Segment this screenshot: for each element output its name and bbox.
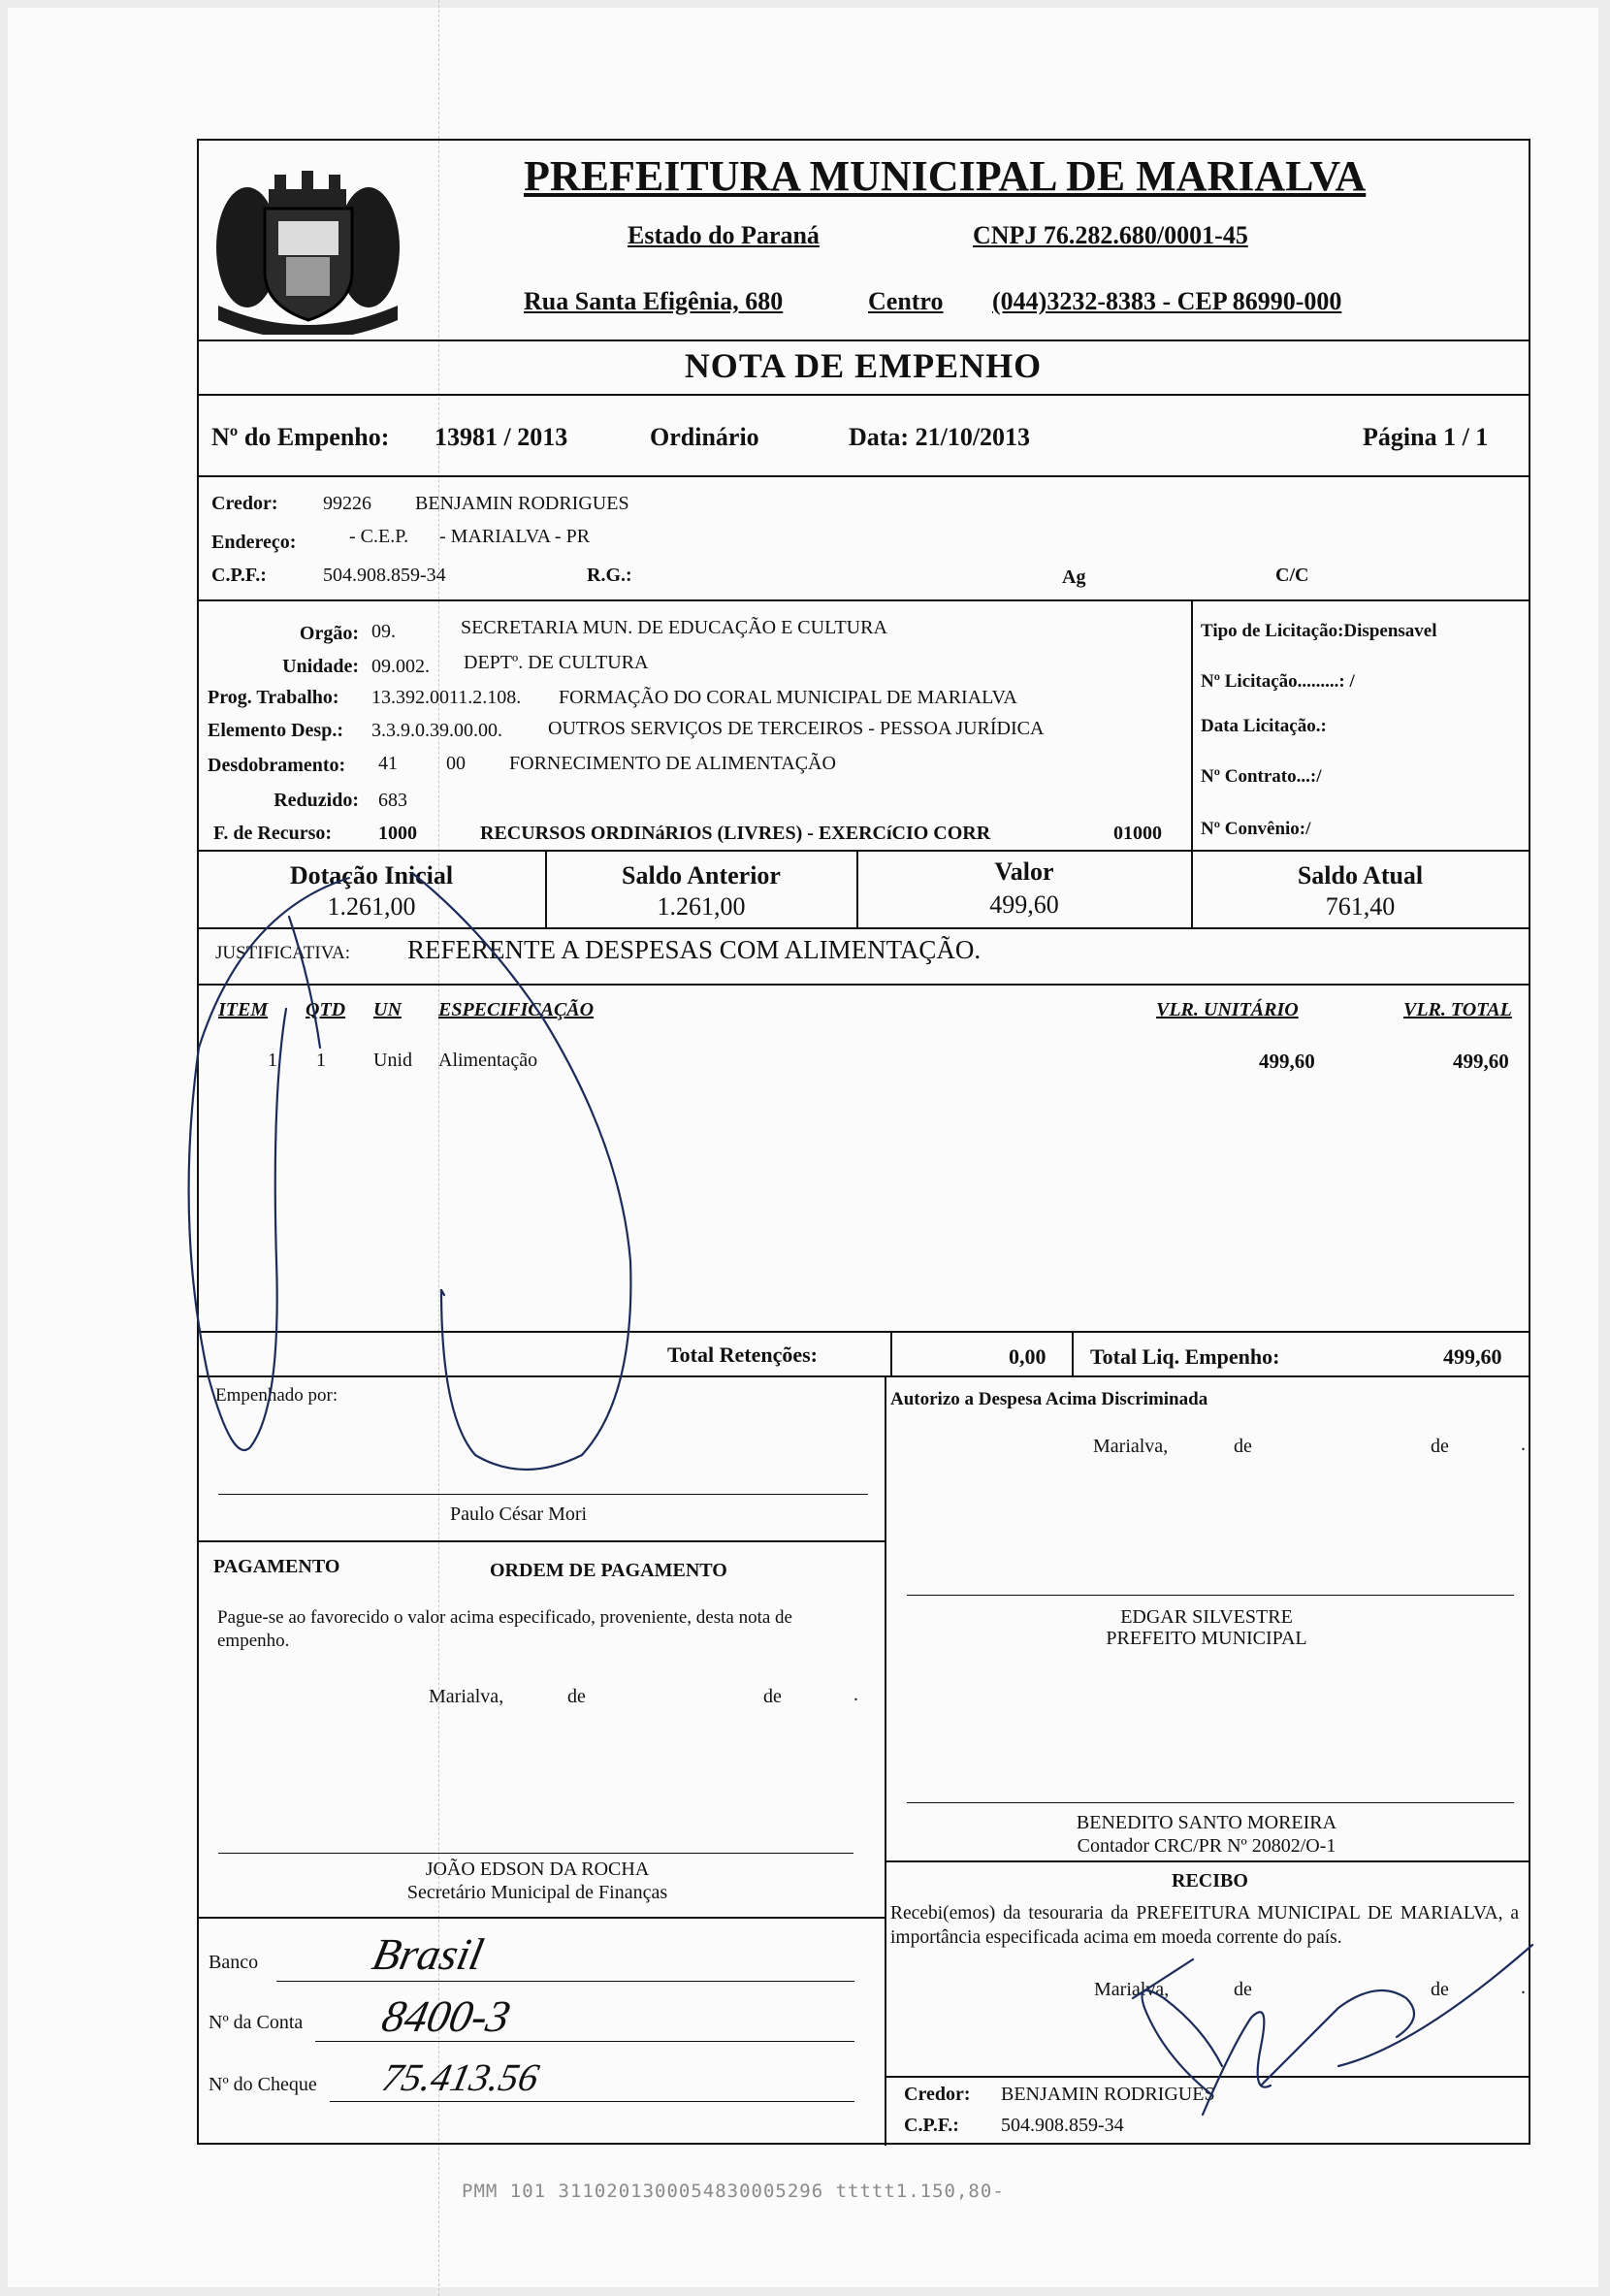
page-number: Página 1 / 1: [1363, 423, 1489, 451]
pagamento-de2: de: [763, 1686, 782, 1707]
signature-line: [218, 1494, 868, 1495]
empenho-type: Ordinário: [650, 423, 759, 451]
autorizo-de2: de: [1431, 1436, 1449, 1457]
divider: [198, 850, 1529, 852]
elemento-label: Elemento Desp.:: [208, 720, 343, 741]
endereco-label: Endereço:: [211, 532, 297, 553]
divider: [198, 340, 1529, 341]
banco-line: [276, 1981, 854, 1982]
divider: [198, 599, 1529, 601]
recibo-cpf-value: 504.908.859-34: [1001, 2115, 1124, 2136]
doc-title: NOTA DE EMPENHO: [684, 346, 1043, 385]
orgao-label: Orgão:: [299, 623, 359, 644]
justificativa-text: REFERENTE A DESPESAS COM ALIMENTAÇÃO.: [407, 935, 982, 964]
dotacao-value: 1.261,00: [327, 892, 416, 921]
desdobramento-label: Desdobramento:: [208, 755, 346, 776]
divider: [198, 1917, 885, 1919]
saldo-atual-value: 761,40: [1325, 892, 1396, 921]
divider: [1191, 599, 1193, 850]
divider: [198, 927, 1529, 929]
prog-name: FORMAÇÃO DO CORAL MUNICIPAL DE MARIALVA: [559, 687, 1017, 708]
contrato-numero: Nº Contrato...:/: [1201, 766, 1322, 787]
licitacao-tipo: Tipo de Licitação:Dispensavel: [1201, 621, 1437, 641]
bank-stamp: PMM 101 3110201300054830005296 ttttt1.150,80-: [462, 2181, 1005, 2202]
liquido-value: 499,60: [1443, 1344, 1502, 1369]
pagamento-city: Marialva,: [429, 1686, 504, 1707]
state-label: Estado do Paraná: [628, 221, 820, 249]
recibo-credor-name: BENJAMIN RODRIGUES: [1001, 2084, 1215, 2105]
recibo-de2: de: [1431, 1979, 1449, 2000]
valor-value: 499,60: [989, 890, 1059, 919]
col-item: ITEM: [218, 999, 269, 1020]
row-valor-total: 499,60: [1453, 1050, 1509, 1073]
justificativa-label: JUSTIFICATIVA:: [215, 943, 351, 963]
district-label: Centro: [868, 287, 944, 315]
orgao-name: SECRETARIA MUN. DE EDUCAÇÃO E CULTURA: [461, 617, 887, 638]
elemento-code: 3.3.9.0.39.00.00.: [371, 720, 502, 741]
autorizo-title: Autorizo a Despesa Acima Discriminada: [890, 1389, 1208, 1409]
cc-label: C/C: [1275, 565, 1309, 586]
prog-code: 13.392.0011.2.108.: [371, 687, 522, 708]
signature-line: [907, 1595, 1514, 1596]
recurso-number: 01000: [1113, 823, 1162, 844]
elemento-name: OUTROS SERVIÇOS DE TERCEIROS - PESSOA JURÍDICA: [548, 718, 1045, 739]
recibo-city: Marialva,: [1094, 1979, 1170, 2000]
signature-line: [907, 1802, 1514, 1803]
empenhado-label: Empenhado por:: [215, 1385, 338, 1406]
divider: [885, 1375, 886, 2146]
pagamento-dot: .: [853, 1684, 858, 1705]
cheque-line: [330, 2101, 854, 2102]
row-qtd: 1: [316, 1050, 326, 1071]
phone-cep-label: (044)3232-8383 - CEP 86990-000: [992, 287, 1342, 315]
recurso-name: RECURSOS ORDINáRIOS (LIVRES) - EXERCíCIO CORR: [480, 823, 991, 844]
reduzido-label: Reduzido:: [274, 790, 359, 811]
recibo-text: Recebi(emos) da tesouraria da PREFEITURA MUNICIPAL DE MARIALVA, a importância especificada acima em moeda corrente do país.: [890, 1903, 1519, 1948]
contador-title: Contador CRC/PR Nº 20802/O-1: [1077, 1835, 1336, 1857]
col-un: UN: [373, 999, 402, 1020]
empenho-date: Data: 21/10/2013: [849, 423, 1031, 451]
street-label: Rua Santa Efigênia, 680: [524, 287, 784, 315]
banco-handwritten: Brasil: [368, 1929, 488, 1979]
conta-label: Nº da Conta: [209, 2012, 304, 2033]
signature-line: [218, 1853, 853, 1854]
ordem-pagamento-title: ORDEM DE PAGAMENTO: [490, 1560, 727, 1581]
municipality-title: PREFEITURA MUNICIPAL DE MARIALVA: [524, 152, 1367, 200]
recibo-credor-label: Credor:: [904, 2084, 971, 2105]
licitacao-numero: Nº Licitação.........: /: [1201, 671, 1355, 692]
desdobramento-code: 41: [378, 753, 398, 774]
credor-code: 99226: [323, 493, 371, 514]
divider: [198, 1375, 1529, 1377]
prefeito-name: EDGAR SILVESTRE: [1120, 1606, 1293, 1628]
dotacao-label: Dotação Inicial: [289, 861, 454, 889]
pagamento-title: PAGAMENTO: [213, 1556, 340, 1577]
autorizo-dot: .: [1521, 1434, 1526, 1455]
credor-name: BENJAMIN RODRIGUES: [415, 493, 629, 514]
licitacao-data: Data Licitação.:: [1201, 716, 1327, 736]
col-valor-unitario: VLR. UNITÁRIO: [1156, 999, 1299, 1020]
credor-label: Credor:: [211, 493, 278, 514]
cheque-handwritten: 75.413.56: [378, 2055, 543, 2099]
recibo-de1: de: [1234, 1979, 1252, 2000]
col-valor-total: VLR. TOTAL: [1403, 999, 1512, 1020]
cpf-value: 504.908.859-34: [323, 565, 446, 586]
desdobramento-sub: 00: [446, 753, 466, 774]
cnpj-label: CNPJ 76.282.680/0001-45: [973, 221, 1248, 249]
divider: [1072, 1331, 1074, 1375]
row-un: Unid: [373, 1050, 412, 1071]
rg-label: R.G.:: [587, 565, 632, 586]
convenio-numero: Nº Convênio:/: [1201, 819, 1311, 839]
secretario-name: JOÃO EDSON DA ROCHA: [425, 1859, 650, 1880]
divider: [885, 1860, 1529, 1862]
empenhado-name: Paulo César Mori: [450, 1504, 588, 1525]
orgao-code: 09.: [371, 621, 396, 642]
contador-name: BENEDITO SANTO MOREIRA: [1076, 1812, 1337, 1833]
col-qtd: QTD: [306, 999, 346, 1020]
row-item: 1: [268, 1050, 277, 1071]
divider: [198, 984, 1529, 986]
divider: [890, 1331, 892, 1375]
divider: [198, 1331, 1529, 1333]
recibo-cpf-label: C.P.F.:: [904, 2115, 959, 2136]
cep-value: - C.E.P.: [349, 526, 409, 547]
recurso-label: F. de Recurso:: [213, 823, 333, 844]
desdobramento-name: FORNECIMENTO DE ALIMENTAÇÃO: [509, 753, 836, 774]
municipal-crest-logo: [209, 165, 407, 335]
col-especificacao: ESPECIFICAÇÃO: [438, 999, 595, 1020]
banco-label: Banco: [209, 1952, 259, 1973]
saldo-anterior-label: Saldo Anterior: [622, 861, 781, 889]
row-especificacao: Alimentação: [438, 1050, 538, 1071]
autorizo-de1: de: [1234, 1436, 1252, 1457]
recibo-title: RECIBO: [1172, 1870, 1248, 1892]
unidade-label: Unidade:: [282, 656, 359, 677]
recibo-dot: .: [1521, 1977, 1526, 1998]
saldo-atual-label: Saldo Atual: [1297, 861, 1424, 889]
unidade-name: DEPTº. DE CULTURA: [464, 652, 649, 673]
empenho-number-label: Nº do Empenho:: [211, 423, 390, 451]
recurso-code: 1000: [378, 823, 417, 844]
prog-label: Prog. Trabalho:: [208, 687, 339, 708]
row-valor-unitario: 499,60: [1259, 1050, 1315, 1073]
ag-label: Ag: [1062, 566, 1086, 588]
cheque-label: Nº do Cheque: [209, 2074, 317, 2095]
conta-handwritten: 8400-3: [377, 1991, 515, 2041]
reduzido-value: 683: [378, 790, 407, 811]
liquido-label: Total Liq. Empenho:: [1090, 1344, 1280, 1369]
secretario-title: Secretário Municipal de Finanças: [406, 1882, 668, 1903]
divider: [885, 2076, 1529, 2078]
divider: [198, 475, 1529, 477]
unidade-code: 09.002.: [371, 656, 430, 677]
empenho-number: 13981 / 2013: [435, 423, 568, 451]
pagamento-text: Pague-se ao favorecido o valor acima especificado, proveniente, desta nota de empenho.: [217, 1607, 792, 1651]
saldo-anterior-value: 1.261,00: [657, 892, 746, 921]
city-value: - MARIALVA - PR: [439, 526, 591, 547]
prefeito-title: PREFEITO MUNICIPAL: [1106, 1628, 1307, 1649]
cpf-label: C.P.F.:: [211, 565, 267, 586]
retencoes-label: Total Retenções:: [667, 1342, 818, 1367]
divider: [198, 1540, 885, 1542]
divider: [198, 394, 1529, 396]
autorizo-city: Marialva,: [1093, 1436, 1169, 1457]
valor-label: Valor: [994, 857, 1054, 886]
pagamento-de1: de: [567, 1686, 586, 1707]
retencoes-value: 0,00: [1009, 1344, 1046, 1369]
